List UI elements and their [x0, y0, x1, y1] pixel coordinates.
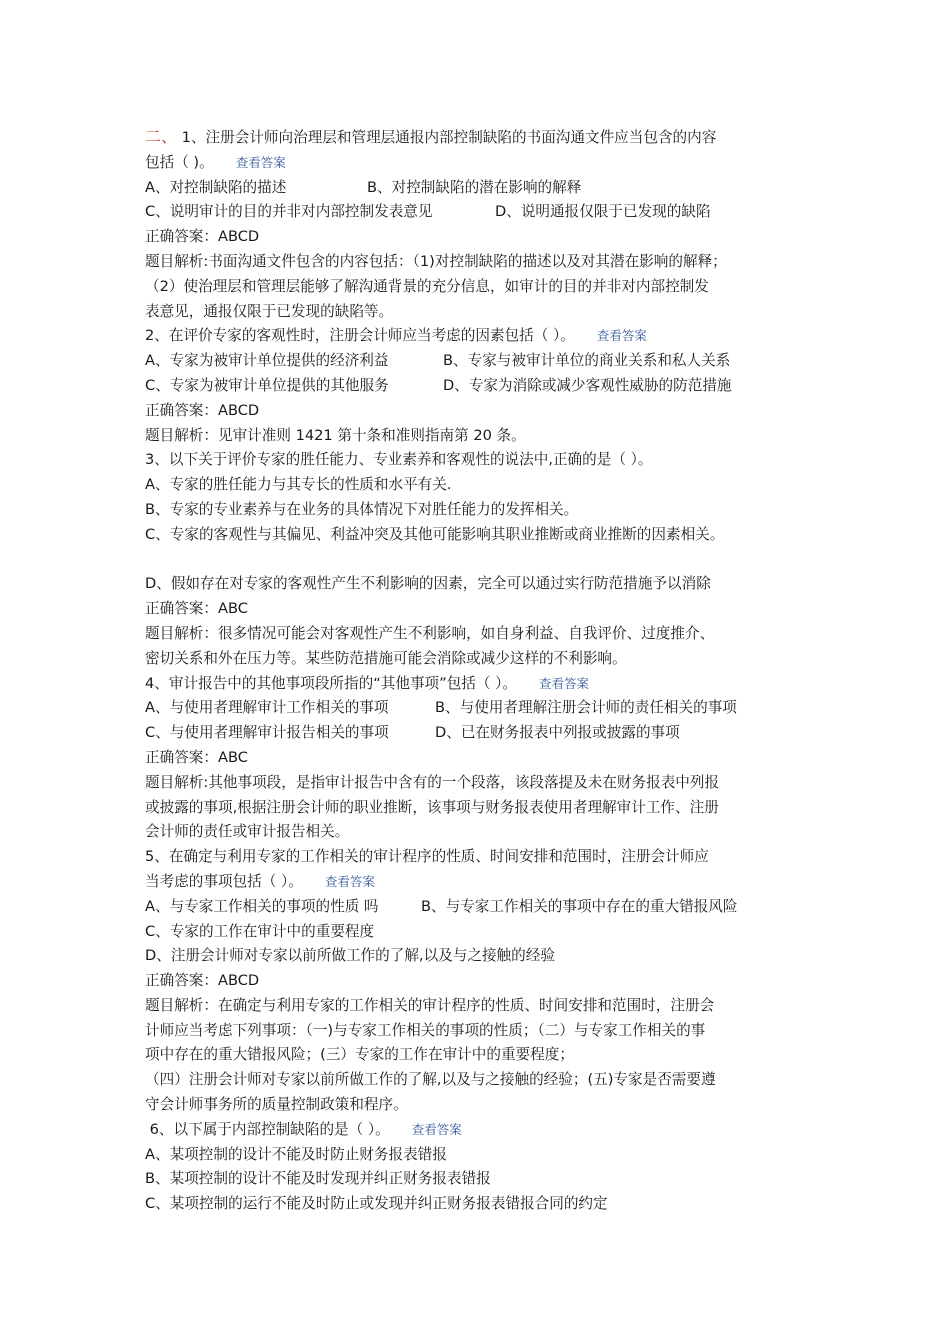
question-1-explanation: 表意见，通报仅限于已发现的缺陷等。	[145, 302, 394, 320]
question-5-options-ab	[145, 895, 825, 920]
question-3-stem: 3、以下关于评价专家的胜任能力、专业素养和客观性的说法中,正确的是（ ）。	[145, 451, 653, 469]
option-a: A、与使用者理解审计工作相关的事项	[145, 699, 389, 717]
option-a: A、与专家工作相关的事项的性质 吗	[145, 897, 379, 915]
question-3-answer: 正确答案：ABC	[145, 600, 248, 618]
question-2-stem: 2、在评价专家的客观性时，注册会计师应当考虑的因素包括（ ）。 查看答案	[145, 327, 647, 345]
option-b: B、与使用者理解注册会计师的责任相关的事项	[435, 699, 737, 717]
question-5-answer: 正确答案：ABCD	[145, 972, 260, 990]
question-1-options-ab	[145, 176, 825, 201]
view-answer-link-1[interactable]: 查看答案	[235, 154, 286, 170]
view-answer-link-4[interactable]: 查看答案	[539, 675, 590, 691]
view-answer-link-2[interactable]: 查看答案	[596, 328, 647, 344]
question-4-stem: 4、审计报告中的其他事项段所指的“其他事项”包括（ ）。 查看答案	[145, 674, 590, 692]
option-a: A、某项控制的设计不能及时防止财务报表错报	[145, 1145, 447, 1163]
view-answer-link-6[interactable]: 查看答案	[411, 1121, 462, 1137]
question-1-explanation: 题目解析:书面沟通文件包含的内容包括：（1)对控制缺陷的描述以及对其潜在影响的解释；	[145, 252, 727, 270]
option-a: A、对控制缺陷的描述	[145, 178, 287, 196]
option-a: A、专家的胜任能力与其专长的性质和水平有关.	[145, 476, 452, 494]
option-c: C、某项控制的运行不能及时防止或发现并纠正财务报表错报合同的约定	[145, 1195, 608, 1213]
question-2-answer: 正确答案：ABCD	[145, 401, 260, 419]
option-b: B、对控制缺陷的潜在影响的解释	[367, 178, 582, 196]
option-d: D、已在财务报表中列报或披露的事项	[435, 724, 680, 742]
question-2-options-cd	[145, 374, 825, 399]
option-d: D、说明通报仅限于已发现的缺陷	[495, 203, 711, 221]
question-4-explanation: 题目解析:其他事项段，是指审计报告中含有的一个段落，该段落提及未在财务报表中列报	[145, 773, 720, 791]
option-b: B、专家的专业素养与在业务的具体情况下对胜任能力的发挥相关。	[145, 500, 579, 518]
option-d: D、假如存在对专家的客观性产生不利影响的因素，完全可以通过实行防范措施予以消除	[145, 575, 711, 593]
option-a: A、专家为被审计单位提供的经济利益	[145, 352, 389, 370]
option-d: D、注册会计师对专家以前所做工作的了解,以及与之接触的经验	[145, 947, 555, 965]
option-b: B、专家与被审计单位的商业关系和私人关系	[443, 352, 731, 370]
question-2-explanation: 题目解析：见审计准则 1421 第十条和准则指南第 20 条。	[145, 426, 526, 444]
question-5-explanation: 项中存在的重大错报风险；(三）专家的工作在审计中的重要程度；	[145, 1046, 574, 1064]
option-c: C、专家的工作在审计中的重要程度	[145, 922, 375, 940]
question-1-answer: 正确答案：ABCD	[145, 228, 260, 246]
question-4-options-ab	[145, 696, 825, 721]
question-1-stem: 二、 1、注册会计师向治理层和管理层通报内部控制缺陷的书面沟通文件应当包含的内容	[145, 127, 717, 146]
option-c: C、专家为被审计单位提供的其他服务	[145, 376, 389, 394]
document-body	[145, 125, 825, 1217]
question-5-explanation: （四）注册会计师对专家以前所做工作的了解,以及与之接触的经验；(五)专家是否需要遵	[145, 1071, 716, 1089]
question-4-explanation: 会计师的责任或审计报告相关。	[145, 823, 350, 841]
question-5-stem: 5、在确定与利用专家的工作相关的审计程序的性质、时间安排和范围时，注册会计师应	[145, 848, 709, 866]
view-answer-link-5[interactable]: 查看答案	[324, 873, 375, 889]
question-4-answer: 正确答案：ABC	[145, 748, 248, 766]
question-3-explanation: 题目解析：很多情况可能会对客观性产生不利影响，如自身利益、自我评价、过度推介、	[145, 624, 715, 642]
question-2-options-ab	[145, 349, 825, 374]
option-c: C、与使用者理解审计报告相关的事项	[145, 724, 389, 742]
section-number: 二、	[145, 127, 178, 146]
question-3-explanation: 密切关系和外在压力等。某些防范措施可能会消除或减少这样的不利影响。	[145, 649, 627, 667]
question-5-explanation: 守会计师事务所的质量控制政策和程序。	[145, 1096, 408, 1114]
option-b: B、某项控制的设计不能及时发现并纠正财务报表错报	[145, 1170, 491, 1188]
question-5-explanation: 题目解析：在确定与利用专家的工作相关的审计程序的性质、时间安排和范围时，注册会	[145, 996, 715, 1014]
question-1-explanation: （2）使治理层和管理层能够了解沟通背景的充分信息，如审计的目的并非对内部控制发	[145, 277, 709, 295]
question-4-options-cd	[145, 721, 825, 746]
question-5-explanation: 计师应当考虑下列事项：（一)与专家工作相关的事项的性质；（二）与专家工作相关的事	[145, 1021, 706, 1039]
option-b: B、与专家工作相关的事项中存在的重大错报风险	[421, 897, 738, 915]
question-1-options-cd	[145, 200, 825, 225]
blank-line	[145, 548, 825, 573]
option-d: D、专家为消除或减少客观性威胁的防范措施	[443, 376, 732, 394]
question-4-explanation: 或披露的事项,根据注册会计师的职业推断，该事项与财务报表使用者理解审计工作、注册	[145, 798, 719, 816]
option-c: C、专家的客观性与其偏见、利益冲突及其他可能影响其职业推断或商业推断的因素相关。	[145, 525, 725, 543]
question-5-stem-cont: 当考虑的事项包括（ ）。 查看答案	[145, 872, 375, 890]
question-1-stem-cont: 包括（ )。 查看答案	[145, 153, 286, 171]
question-6-stem: 6、以下属于内部控制缺陷的是（ ）。 查看答案	[145, 1120, 462, 1138]
option-c: C、说明审计的目的并非对内部控制发表意见	[145, 203, 433, 221]
